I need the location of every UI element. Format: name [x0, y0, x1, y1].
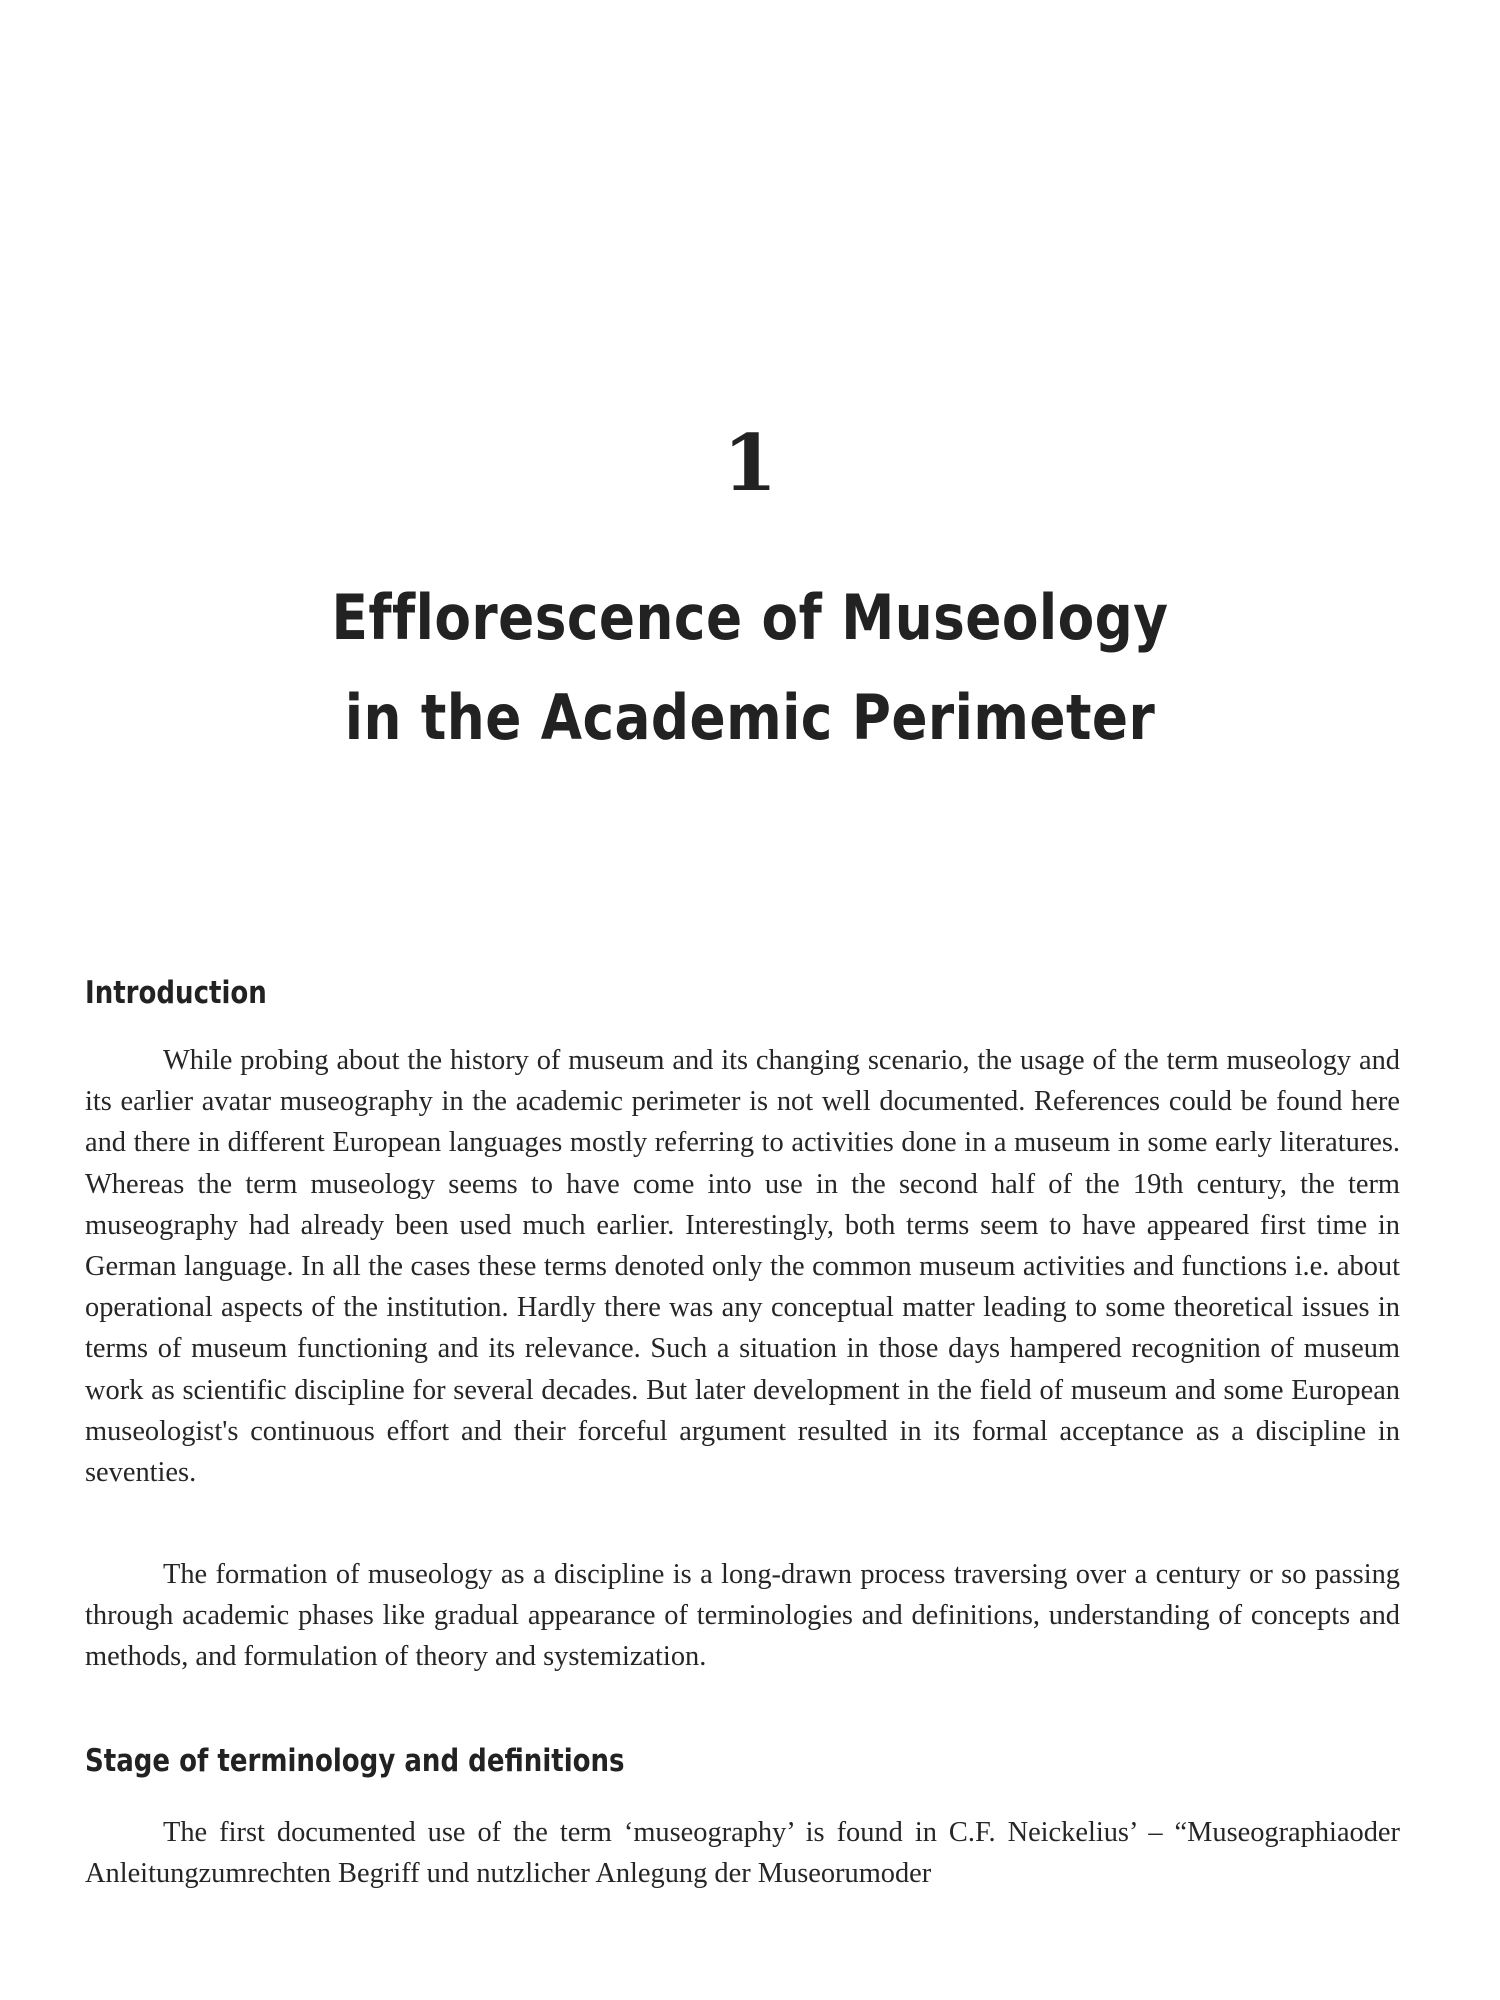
paragraph: The formation of museology as a discipline is a long-drawn process traversing over a century or so passing through academic phases like gradual appearance of terminologies and definitions, understanding of concepts and methods, and formulation of theory and systemization. [85, 1559, 1400, 1673]
section-heading-stage-of-terminology: Stage of terminology and definitions [85, 1743, 625, 1779]
chapter-number: 1 [722, 418, 778, 509]
paragraph: While probing about the history of museum and its changing scenario, the usage of the term museology and its earlier avatar museography in the academic perimeter is not well documented. References could be found here and there in different European languages mostly referring to activities done in a museum in some early literatures. Whereas the term museology seems to have come into use in the second half of the 19th century, the term museography had already been used much earlier. Interestingly, both terms seem to have appeared first time in German language. In all the cases these terms denoted only the common museum activities and functions i.e. about operational aspects of the institution. Hardly there was any conceptual matter leading to some theoretical issues in terms of museum functioning and its relevance. Such a situation in those days hampered recognition of museum work as scientific discipline for several decades. But later development in the field of museum and some European museologist's continuous effort and their forceful argument resulted in its formal acceptance as a discipline in seventies. [85, 1045, 1400, 1489]
section-heading-introduction: Introduction [85, 975, 267, 1011]
paragraph: The first documented use of the term ‘museography’ is found in C.F. Neickelius’ – “Museographiaoder Anleitungzumrechten Begriff und nutzlicher Anlegung der Museorumoder [85, 1817, 1400, 1890]
chapter-title: Efflorescence of Museology in the Academic Perimeter [331, 581, 1169, 754]
